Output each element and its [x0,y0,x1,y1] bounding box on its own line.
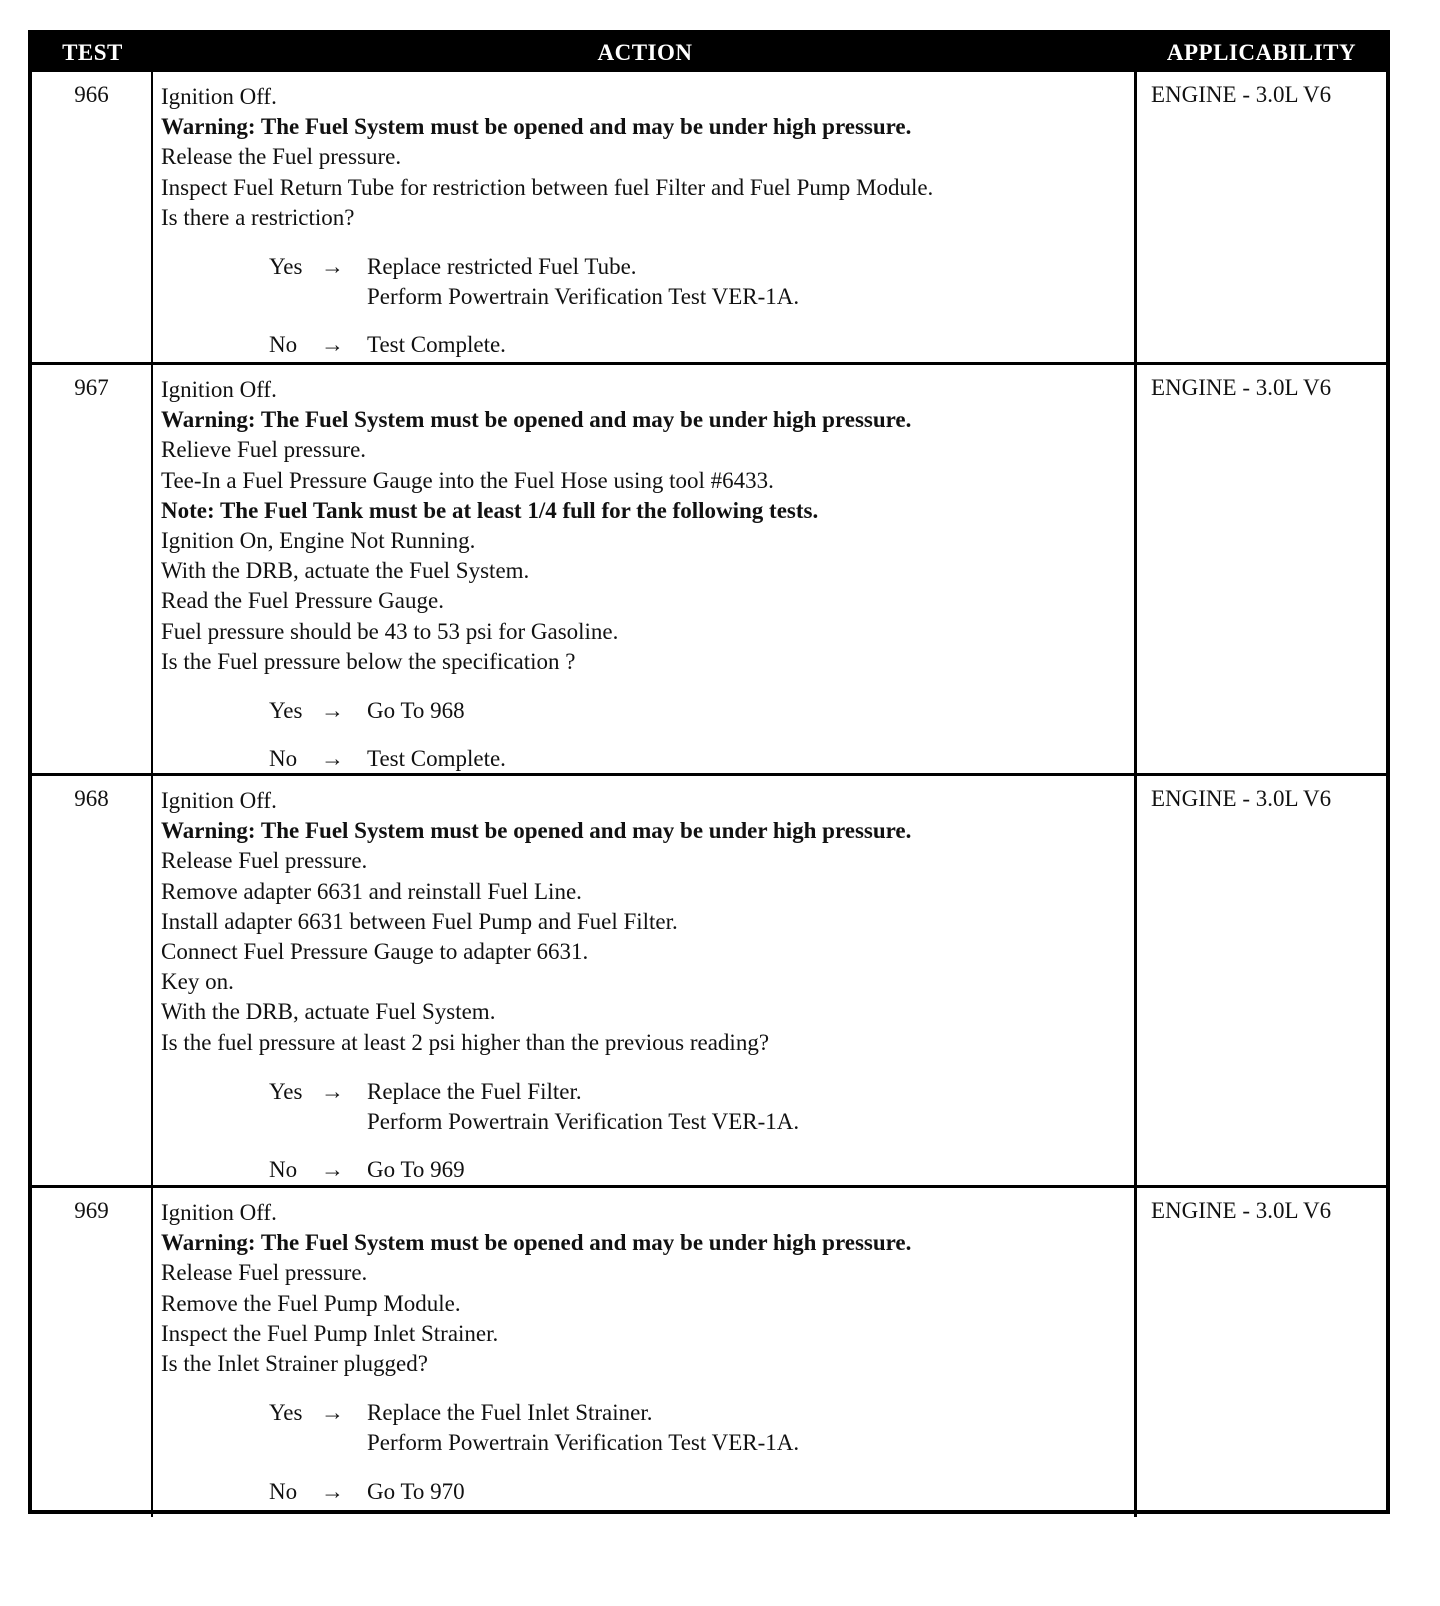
no-action-line: Test Complete. [367,332,506,358]
instruction-line: Ignition Off. [161,1200,277,1225]
yes-response [161,696,1126,726]
arrow-right-icon: → [321,1400,344,1426]
table-row [32,362,1386,773]
action-cell [153,72,1137,371]
instruction-line: Remove adapter 6631 and reinstall Fuel Line. [161,878,582,904]
action-cell [153,1188,1137,1517]
yes-label: Yes [269,1078,303,1104]
warning-line: Warning: The Fuel System must be opened and may be under high pressure. [161,1230,912,1256]
yes-action-line: Perform Powertrain Verification Test VER-1A. [367,284,800,310]
instruction-line: Is the Fuel pressure below the specification ? [161,648,576,674]
header-applicability: APPLICABILITY [1166,40,1357,65]
table-body [32,72,1386,1510]
instruction-line: Is there a restriction? [161,204,355,230]
warning-line: Note: The Fuel Tank must be at least 1/4 full for the following tests. [161,497,819,523]
arrow-right-icon: → [321,1157,344,1183]
yes-action-line: Replace restricted Fuel Tube. [367,254,637,280]
no-label: No [269,1478,298,1504]
instruction-line: Release Fuel pressure. [161,1260,368,1286]
warning-line: Warning: The Fuel System must be opened and may be under high pressure. [161,407,912,433]
test-number: 967 [32,365,153,784]
yes-label: Yes [269,698,303,724]
yes-action-line: Go To 968 [367,698,465,724]
test-number: 968 [32,776,153,1195]
action-cell [153,365,1137,784]
no-action [367,1155,1126,1185]
yes-response [161,252,1126,312]
instruction-line: Fuel pressure should be 43 to 53 psi for Gasoline. [161,618,619,644]
no-response [161,330,1126,360]
arrow-right-icon: → [321,332,344,358]
yes-action [367,1077,1126,1137]
warning-line: Warning: The Fuel System must be opened and may be under high pressure. [161,114,912,140]
yes-label: Yes [269,254,303,280]
yes-action [367,1398,1126,1458]
action-cell [153,776,1137,1195]
yes-action [367,252,1126,312]
instruction-line: Is the Inlet Strainer plugged? [161,1351,428,1377]
instruction-line: Relieve Fuel pressure. [161,437,367,463]
yes-action [367,696,1126,726]
no-action-line: Go To 969 [367,1157,465,1183]
instruction-line: Ignition On, Engine Not Running. [161,528,476,554]
no-action-line: Test Complete. [367,746,506,772]
yes-action-line: Replace the Fuel Filter. [367,1078,582,1104]
no-action-line: Go To 970 [367,1478,465,1504]
arrow-right-icon: → [321,746,344,772]
no-response [161,1155,1126,1185]
no-action [367,744,1126,774]
yes-action-line: Perform Powertrain Verification Test VER-1A. [367,1109,800,1135]
test-number: 966 [32,72,153,371]
yes-action-line: Perform Powertrain Verification Test VER-1A. [367,1430,800,1456]
arrow-right-icon: → [321,698,344,724]
applicability: ENGINE - 3.0L V6 [1151,786,1332,811]
instruction-line: With the DRB, actuate Fuel System. [161,999,496,1025]
instruction-line: Is the fuel pressure at least 2 psi higher than the previous reading? [161,1029,770,1055]
yes-response [161,1398,1126,1458]
header-test: TEST [62,40,123,65]
arrow-right-icon: → [321,1078,344,1104]
applicability: ENGINE - 3.0L V6 [1151,82,1332,107]
instruction-line: Ignition Off. [161,788,277,813]
no-action [367,1477,1126,1507]
instruction-line: Ignition Off. [161,377,277,402]
instruction-line: Read the Fuel Pressure Gauge. [161,588,444,614]
instruction-line: Remove the Fuel Pump Module. [161,1290,461,1316]
arrow-right-icon: → [321,1478,344,1504]
no-action [367,330,1126,360]
instruction-line: Release Fuel pressure. [161,848,368,874]
warning-line: Warning: The Fuel System must be opened and may be under high pressure. [161,818,912,844]
yes-action-line: Replace the Fuel Inlet Strainer. [367,1400,653,1426]
instruction-line: Install adapter 6631 between Fuel Pump and Fuel Filter. [161,908,678,934]
arrow-right-icon: → [321,254,344,280]
no-response [161,744,1126,774]
no-response [161,1477,1126,1507]
table-row [32,1185,1386,1510]
table-row [32,72,1386,362]
test-number: 969 [32,1188,153,1517]
instruction-line: Tee-In a Fuel Pressure Gauge into the Fuel Hose using tool #6433. [161,467,774,493]
instruction-line: Release the Fuel pressure. [161,144,402,170]
applicability: ENGINE - 3.0L V6 [1151,1198,1332,1223]
table-header [32,34,1386,72]
instruction-line: Connect Fuel Pressure Gauge to adapter 6631. [161,939,589,965]
yes-response [161,1077,1126,1137]
no-label: No [269,746,298,772]
applicability: ENGINE - 3.0L V6 [1151,375,1332,400]
header-action: ACTION [597,40,693,65]
yes-label: Yes [269,1400,303,1426]
instruction-line: With the DRB, actuate the Fuel System. [161,558,530,584]
instruction-line: Ignition Off. [161,84,277,109]
no-label: No [269,1157,298,1183]
instruction-line: Inspect Fuel Return Tube for restriction between fuel Filter and Fuel Pump Module. [161,174,934,200]
diagnostic-test-table [28,30,1390,1514]
no-label: No [269,332,298,358]
instruction-line: Key on. [161,969,234,995]
instruction-line: Inspect the Fuel Pump Inlet Strainer. [161,1320,499,1346]
table-row [32,773,1386,1185]
